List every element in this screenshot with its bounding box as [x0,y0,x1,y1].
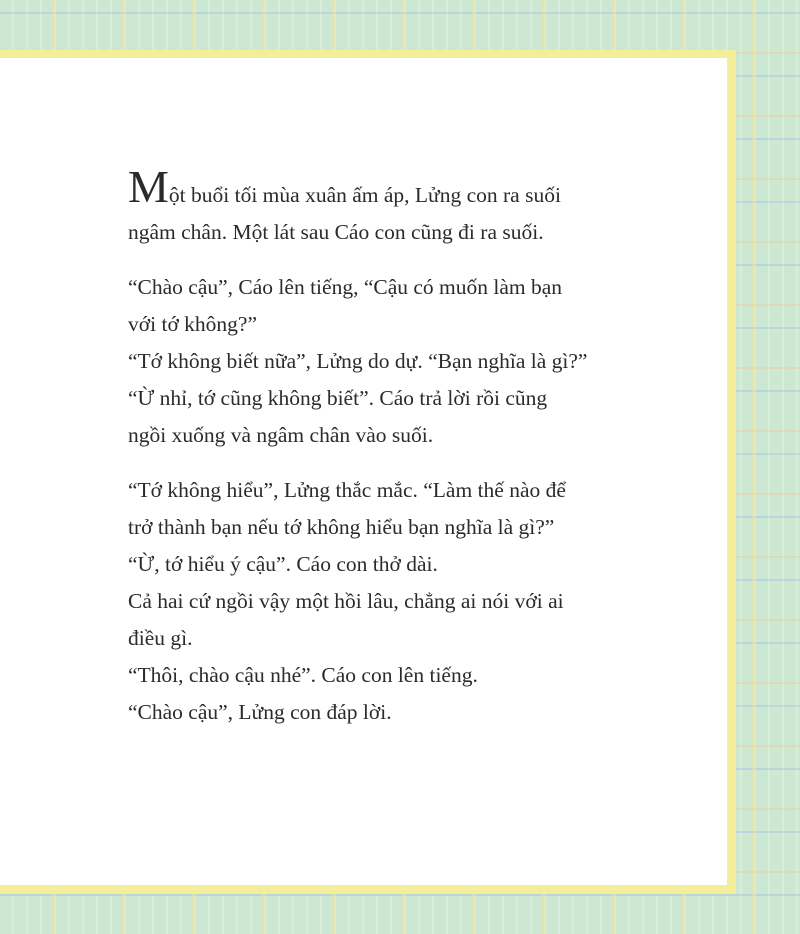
story-line: “Chào cậu”, Lửng con đáp lời. [128,700,392,724]
story-line: điều gì. [128,626,193,650]
drop-cap: M [128,161,169,212]
story-line: “Chào cậu”, Cáo lên tiếng, “Cậu có muốn làm bạn [128,275,563,299]
story-text [128,161,718,731]
story-line: Cả hai cứ ngồi vậy một hồi lâu, chẳng ai nói với ai [128,589,564,613]
story-line: “Tớ không biết nữa”, Lửng do dự. “Bạn nghĩa là gì?” [128,349,588,373]
story-line: “Thôi, chào cậu nhé”. Cáo con lên tiếng. [128,663,478,687]
story-line: “Tớ không hiểu”, Lửng thắc mắc. “Làm thế nào để [128,478,566,502]
story-line: ngồi xuống và ngâm chân vào suối. [128,423,434,447]
story-line: “Ừ, tớ hiểu ý cậu”. Cáo con thở dài. [128,552,438,576]
paragraph-1-line-2: ngâm chân. Một lát sau Cáo con cũng đi ra suối. [128,220,544,244]
paragraph-2 [128,269,718,454]
paragraph-3 [128,472,718,731]
paragraph-1-text: ột buổi tối mùa xuân ấm áp, Lửng con ra suối [168,183,561,207]
story-line: “Ừ nhỉ, tớ cũng không biết”. Cáo trả lời rồi cũng [128,386,548,410]
story-line: trở thành bạn nếu tớ không hiểu bạn nghĩa là gì?” [128,515,555,539]
story-line: với tớ không?” [128,312,258,336]
paragraph-1-line-1 [128,161,718,214]
